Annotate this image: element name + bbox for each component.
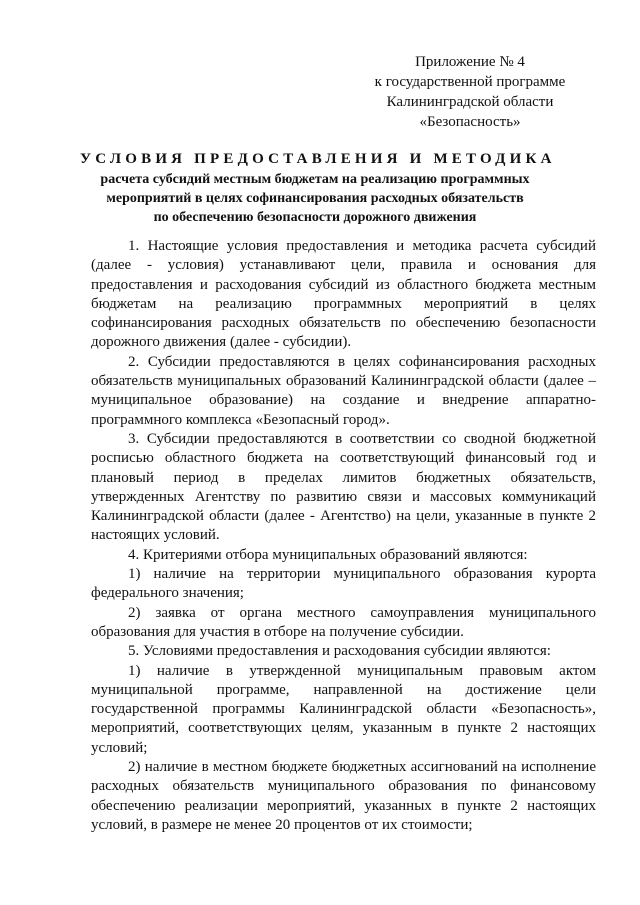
title-subtitle-line-2: мероприятий в целях софинансирования расходных обязательств bbox=[106, 191, 524, 206]
paragraph-5-item-1: 1) наличие в утвержденной муниципальным правовым актом муниципальной программе, направленной на достижение цели государственной программы Калининградской области «Безопасность», мероприятий, соответствующих целям, указанным в пункте 2 настоящих условий; bbox=[91, 662, 596, 756]
paragraph-3: 3. Субсидии предоставляются в соответствии со сводной бюджетной росписью областного бюджета на соответствующий финансовый год и плановый период в пределах лимитов бюджетных обязательств, утвержденных Агентству по развитию связи и массовых коммуникаций Калининградской области (далее - Агентство) на цели, указанные в пункте 2 настоящих условий. bbox=[91, 430, 596, 544]
document-body bbox=[91, 237, 596, 835]
document-title bbox=[80, 148, 556, 227]
title-main: УСЛОВИЯ ПРЕДОСТАВЛЕНИЯ И МЕТОДИКА bbox=[80, 151, 556, 167]
paragraph-5-item-2: 2) наличие в местном бюджете бюджетных ассигнований на исполнение расходных обязательств муниципального образования по финансовому обеспечению реализации мероприятий, указанных в пункте 2 настоящих условий, в размере не менее 20 процентов от их стоимости; bbox=[91, 759, 596, 833]
paragraph-5: 5. Условиями предоставления и расходования субсидии являются: bbox=[128, 643, 551, 660]
appendix-program-name: «Безопасность» bbox=[419, 114, 521, 130]
appendix-region: Калининградской области bbox=[386, 94, 554, 110]
paragraph-4-item-2: 2) заявка от органа местного самоуправления муниципального образования для участия в отборе на получение субсидии. bbox=[91, 604, 596, 640]
title-subtitle-line-1: расчета субсидий местным бюджетам на реализацию программных bbox=[100, 172, 530, 187]
paragraph-4: 4. Критериями отбора муниципальных образований являются: bbox=[128, 546, 528, 563]
appendix-header bbox=[360, 52, 580, 132]
paragraph-2: 2. Субсидии предоставляются в целях софинансирования расходных обязательств муниципальных образований Калининградской области (далее – муниципальное образование) на создание и внедрение аппаратно-программного комплекса «Безопасный город». bbox=[91, 353, 596, 428]
appendix-program-ref: к государственной программе bbox=[374, 74, 566, 90]
paragraph-4-item-1: 1) наличие на территории муниципального образования курорта федерального значения; bbox=[91, 566, 596, 602]
appendix-number: Приложение № 4 bbox=[415, 54, 525, 70]
paragraph-1: 1. Настоящие условия предоставления и методика расчета субсидий (далее - условия) устанавливают цели, правила и основания для предоставления и расходования субсидий из областного бюджета местным бюджетам на реализацию программных мероприятий в целях софинансирования расходных обязательств по обеспечению безопасности дорожного движения (далее - субсидии). bbox=[91, 238, 596, 351]
title-subtitle-line-3: по обеспечению безопасности дорожного движения bbox=[153, 210, 477, 225]
